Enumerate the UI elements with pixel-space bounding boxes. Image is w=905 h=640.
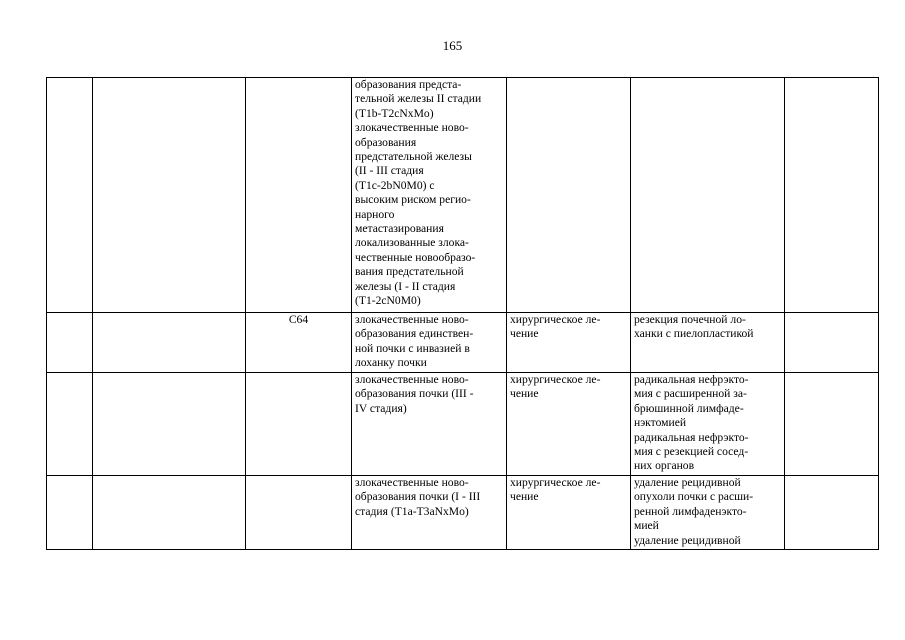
cell-treatment-method	[631, 78, 785, 313]
cell-text-line: нарного	[355, 207, 395, 221]
cell-text-line: хирургическое ле-	[510, 476, 601, 489]
cell-text-line: мией	[634, 519, 659, 533]
cell-text-line: метастазирования	[355, 222, 444, 236]
table-row	[47, 373, 879, 476]
cell-text-line: железы (I - II стадия	[355, 279, 456, 293]
cell-text-line: (II - III стадия	[355, 164, 424, 178]
cell-cost	[785, 313, 879, 373]
cell-text-line: злокачественные ново-	[355, 476, 469, 489]
cell-text-line: образования предста-	[355, 78, 462, 91]
cell-text-line: (T1-2cN0M0)	[355, 294, 421, 308]
page-number: 165	[442, 38, 463, 53]
cell-text-line: чение	[510, 387, 539, 401]
table-row	[47, 78, 879, 313]
cell-number	[47, 373, 93, 476]
cell-text-line: удаление рецидивной	[634, 533, 741, 547]
cell-treatment-method	[631, 313, 785, 373]
cell-text-line: ренной лимфаденэкто-	[634, 504, 747, 518]
medical-care-table	[46, 77, 879, 550]
cell-text-line: (T1c-2bN0M0) с	[355, 178, 435, 192]
cell-treatment-method	[631, 373, 785, 476]
cell-text-line: предстательной железы	[355, 150, 472, 164]
cell-diagnosis	[352, 313, 507, 373]
cell-text-line: чение	[510, 327, 539, 341]
cell-icd-code	[246, 373, 352, 476]
cell-text-line: ной почки с инвазией в	[355, 341, 470, 355]
cell-text-line: опухоли почки с расши-	[634, 490, 754, 504]
cell-text-line: брюшинной лимфаде-	[634, 401, 744, 415]
cell-text-line: чение	[510, 490, 539, 504]
cell-text-line: образования почки (III -	[355, 387, 474, 401]
cell-text-line: (T1b-T2cNxMo)	[355, 106, 434, 120]
cell-text-line: радикальная нефрэкто-	[634, 373, 749, 386]
cell-icd-code	[246, 313, 352, 373]
cell-text-line: высоким риском регио-	[355, 193, 471, 207]
cell-cost	[785, 476, 879, 550]
cell-text-line: IV стадия)	[355, 401, 407, 415]
table-row	[47, 476, 879, 550]
cell-text-line: лоханку почки	[355, 356, 427, 370]
cell-cost	[785, 373, 879, 476]
cell-treatment-type	[507, 476, 631, 550]
cell-diagnosis	[352, 78, 507, 313]
cell-icd-code	[246, 78, 352, 313]
cell-text-line: злокачественные ново-	[355, 313, 469, 326]
cell-text-line: злокачественные ново-	[355, 373, 469, 386]
cell-group-name	[93, 78, 246, 313]
cell-text-line: тельной железы II стадии	[355, 92, 482, 106]
cell-text-line: нэктомией	[634, 416, 687, 430]
cell-text-line: образования единствен-	[355, 327, 474, 341]
cell-text-line: вания предстательной	[355, 265, 464, 279]
icd-code: C64	[288, 313, 309, 326]
cell-treatment-type	[507, 78, 631, 313]
cell-text-line: чественные новообразо-	[355, 250, 476, 264]
cell-number	[47, 476, 93, 550]
cell-icd-code	[246, 476, 352, 550]
cell-number	[47, 313, 93, 373]
cell-text-line: них органов	[634, 459, 695, 473]
cell-text-line: хирургическое ле-	[510, 313, 601, 326]
cell-text-line: мия с резекцией сосед-	[634, 445, 749, 459]
cell-text-line: ханки с пиелопластикой	[634, 327, 754, 341]
cell-text-line: мия с расширенной за-	[634, 387, 747, 401]
cell-number	[47, 78, 93, 313]
cell-treatment-type	[507, 313, 631, 373]
cell-text-line: злокачественные ново-	[355, 121, 469, 135]
cell-text-line: образования	[355, 135, 417, 149]
cell-group-name	[93, 313, 246, 373]
cell-diagnosis	[352, 476, 507, 550]
table-row	[47, 313, 879, 373]
cell-group-name	[93, 373, 246, 476]
cell-text-line: образования почки (I - III	[355, 490, 481, 504]
cell-treatment-method	[631, 476, 785, 550]
cell-diagnosis	[352, 373, 507, 476]
cell-text-line: радикальная нефрэкто-	[634, 430, 749, 444]
table-body	[47, 78, 879, 550]
cell-text-line: стадия (T1a-T3aNxMo)	[355, 504, 469, 518]
cell-text-line: хирургическое ле-	[510, 373, 601, 386]
cell-group-name	[93, 476, 246, 550]
cell-treatment-type	[507, 373, 631, 476]
cell-text-line: удаление рецидивной	[634, 476, 741, 489]
cell-text-line: локализованные злока-	[355, 236, 469, 250]
cell-text-line: резекция почечной ло-	[634, 313, 746, 326]
cell-cost	[785, 78, 879, 313]
